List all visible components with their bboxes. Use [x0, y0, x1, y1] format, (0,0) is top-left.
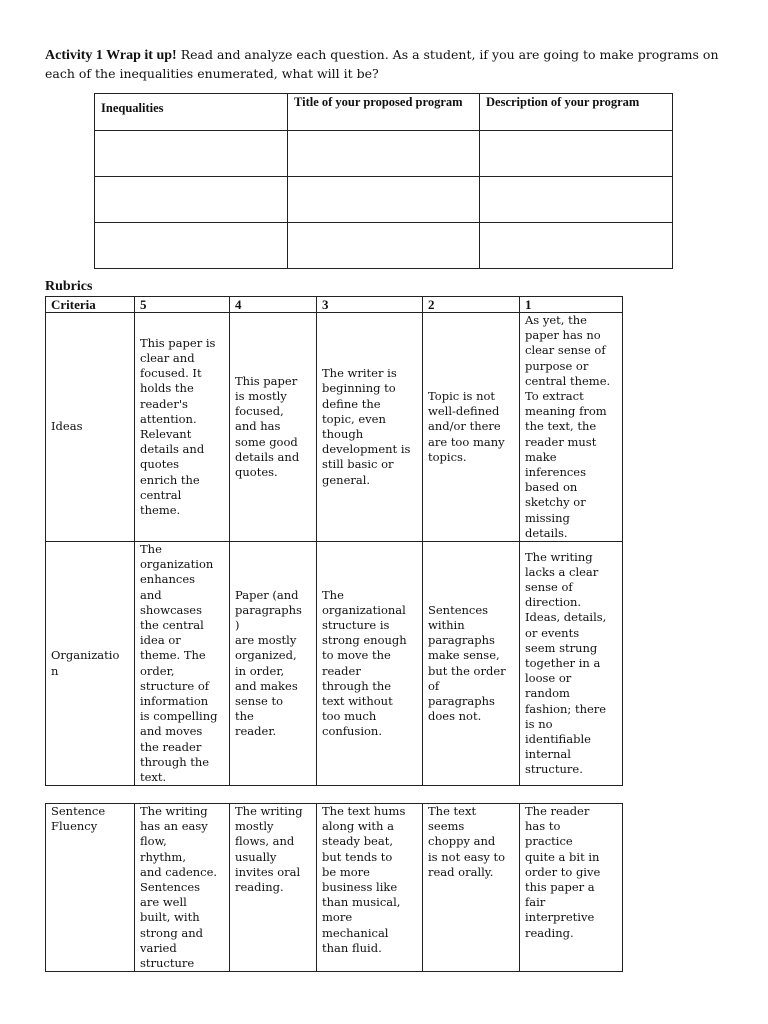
rubric-cell: The writing has an easy flow, rhythm, and cadence. Sentences are well built, with strong and varied structure: [135, 804, 230, 972]
activity-cell[interactable]: [288, 131, 480, 177]
rubric-table: [45, 296, 623, 786]
activity-instruction-text: Read and analyze each question. As a student, if you are going to make programs on each of the inequalities enumerated, what will it be?: [45, 47, 719, 81]
header-criteria: Criteria: [46, 297, 135, 313]
criteria-ideas: Ideas: [46, 313, 135, 542]
activity-cell[interactable]: [480, 131, 673, 177]
activity-cell[interactable]: [480, 177, 673, 223]
rubric-cell: As yet, the paper has no clear sense of purpose or central theme. To extract meaning from the text, the reader must make inferences based on sketchy or missing details.: [520, 313, 623, 542]
rubric-row-ideas: [46, 313, 623, 542]
rubric-cell: The text hums along with a steady beat, but tends to be more business like than musical, more mechanical than fluid.: [317, 804, 423, 972]
rubric-cell: Paper (and paragraphs ) are mostly organized, in order, and makes sense to the reader.: [230, 542, 317, 786]
rubric-cell: The writer is beginning to define the topic, even though development is still basic or general.: [317, 313, 423, 542]
criteria-organization: Organizatio n: [46, 542, 135, 786]
activity-cell[interactable]: [480, 223, 673, 269]
rubric-row-organization: [46, 542, 623, 786]
rubric-cell: The text seems choppy and is not easy to read orally.: [423, 804, 520, 972]
header-score-2: 2: [423, 297, 520, 313]
header-score-1: 1: [520, 297, 623, 313]
rubric-row-sentence-fluency: [46, 804, 623, 972]
activity-instructions: [45, 46, 735, 83]
activity-cell[interactable]: [95, 131, 288, 177]
criteria-sentence-fluency: Sentence Fluency: [46, 804, 135, 972]
activity-row: [95, 131, 673, 177]
activity-row: [95, 223, 673, 269]
activity-cell[interactable]: [95, 223, 288, 269]
activity-cell[interactable]: [288, 177, 480, 223]
header-score-4: 4: [230, 297, 317, 313]
rubric-cell: The writing lacks a clear sense of direction. Ideas, details, or events seem strung together in a loose or random fashion; there is no identifiable internal structure.: [520, 542, 623, 786]
activity-header-row: [95, 94, 673, 131]
rubric-cell: The writing mostly flows, and usually invites oral reading.: [230, 804, 317, 972]
activity-row: [95, 177, 673, 223]
rubric-cell: The organizational structure is strong enough to move the reader through the text without too much confusion.: [317, 542, 423, 786]
rubric-cell: The organization enhances and showcases the central idea or theme. The order, structure of information is compelling and moves the reader through the text.: [135, 542, 230, 786]
rubric-header-row: [46, 297, 623, 313]
rubric-cell: This paper is mostly focused, and has some good details and quotes.: [230, 313, 317, 542]
rubrics-title: Rubrics: [45, 279, 93, 294]
header-program-title: Title of your proposed program: [288, 94, 480, 131]
rubric-cell: The reader has to practice quite a bit in order to give this paper a fair interpretive reading.: [520, 804, 623, 972]
header-program-description: Description of your program: [480, 94, 673, 131]
activity-cell[interactable]: [288, 223, 480, 269]
header-score-3: 3: [317, 297, 423, 313]
header-score-5: 5: [135, 297, 230, 313]
header-inequalities: Inequalities: [95, 94, 288, 131]
rubric-cell: This paper is clear and focused. It holds the reader's attention. Relevant details and quotes enrich the central theme.: [135, 313, 230, 542]
activity-cell[interactable]: [95, 177, 288, 223]
activity-table: [94, 93, 673, 269]
rubric-table-fluency: [45, 803, 623, 972]
activity-title: Activity 1 Wrap it up!: [45, 48, 177, 63]
rubric-cell: Topic is not well-defined and/or there are too many topics.: [423, 313, 520, 542]
rubric-cell: Sentences within paragraphs make sense, but the order of paragraphs does not.: [423, 542, 520, 786]
